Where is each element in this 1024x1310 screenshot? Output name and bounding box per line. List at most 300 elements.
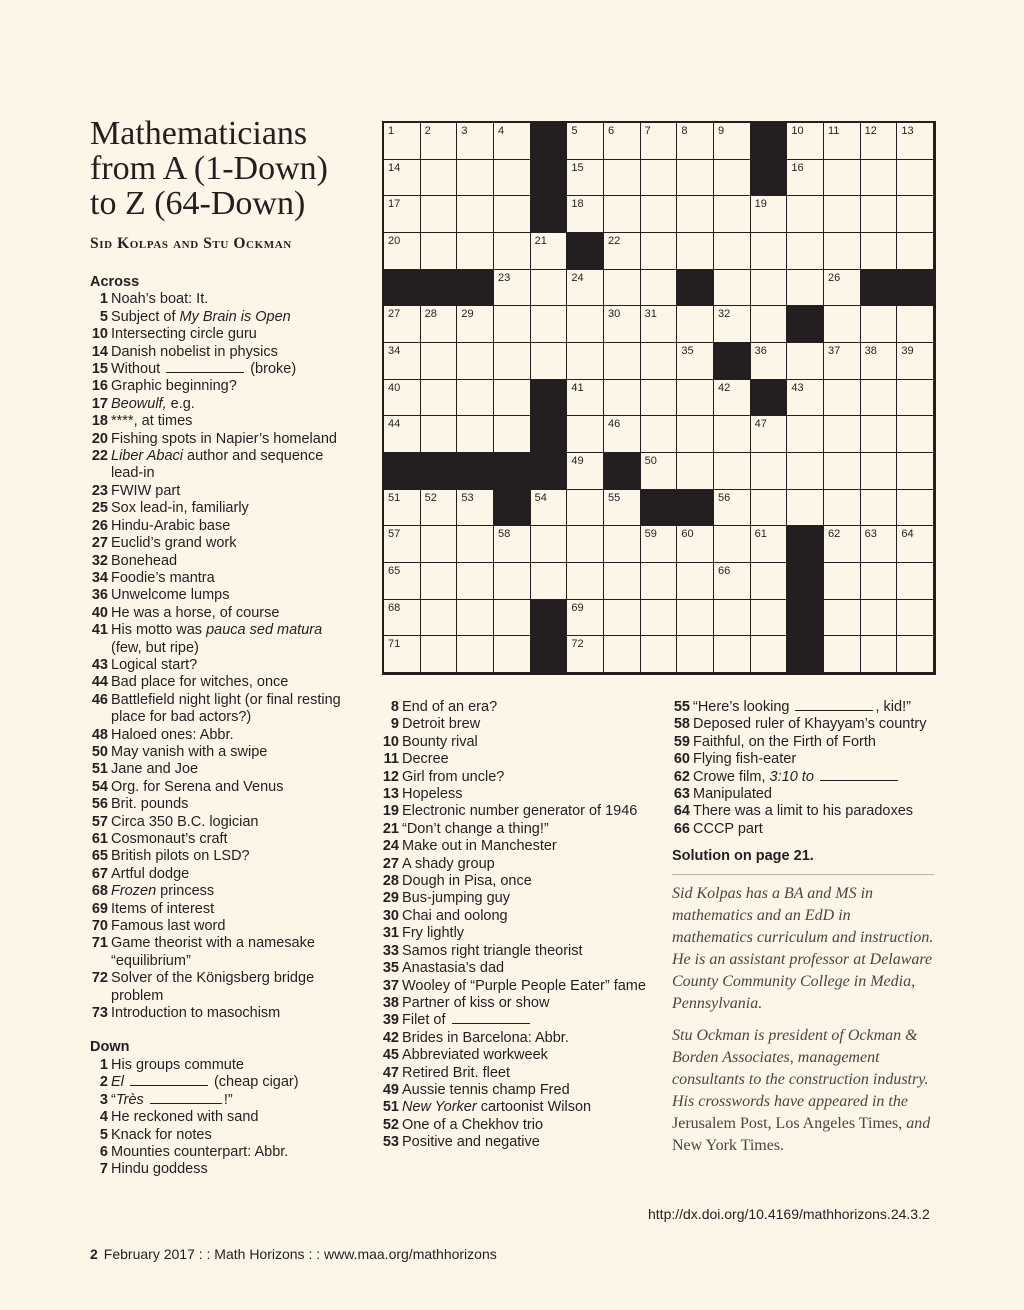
across-clue-43 (90, 657, 352, 674)
clue-number: 31 (382, 925, 399, 942)
grid-cell[interactable] (824, 123, 861, 160)
clue-number: 58 (673, 716, 690, 733)
grid-cell[interactable] (897, 343, 934, 380)
clue-number: 69 (91, 900, 108, 917)
grid-cell[interactable] (641, 270, 678, 307)
grid-cell[interactable] (677, 453, 714, 490)
grid-cell[interactable] (641, 453, 678, 490)
grid-cell[interactable] (384, 416, 421, 453)
grid-cell[interactable] (861, 233, 898, 270)
grid-cell[interactable] (604, 416, 641, 453)
grid-cell[interactable] (861, 306, 898, 343)
clue-number: 3 (99, 1091, 108, 1108)
grid-block (714, 343, 751, 380)
down-clue-28 (381, 873, 656, 890)
grid-cell[interactable] (824, 196, 861, 233)
grid-cell[interactable] (494, 196, 531, 233)
grid-cell[interactable] (787, 160, 824, 197)
clue-text: His motto was pauca sed matura (few, but ripe) (111, 622, 323, 656)
cell-number: 29 (461, 308, 474, 321)
grid-cell[interactable] (824, 563, 861, 600)
grid-cell[interactable] (751, 270, 788, 307)
grid-cell[interactable] (714, 380, 751, 417)
grid-cell[interactable] (677, 196, 714, 233)
grid-cell[interactable] (494, 600, 531, 637)
down-clue-38 (381, 995, 656, 1012)
clue-number: 8 (390, 699, 399, 715)
grid-cell[interactable] (714, 196, 751, 233)
grid-cell[interactable] (457, 490, 494, 527)
grid-cell[interactable] (457, 123, 494, 160)
grid-block (787, 636, 824, 673)
grid-cell[interactable] (824, 490, 861, 527)
grid-cell[interactable] (897, 453, 934, 490)
cell-number: 11 (828, 125, 840, 137)
cell-number: 33 (791, 308, 804, 321)
grid-cell[interactable] (457, 306, 494, 343)
grid-cell[interactable] (751, 490, 788, 527)
across-clue-50 (90, 744, 352, 761)
grid-cell[interactable] (677, 380, 714, 417)
grid-cell[interactable] (897, 600, 934, 637)
clue-text: A shady group (402, 855, 495, 872)
grid-cell[interactable] (641, 343, 678, 380)
clue-number: 47 (382, 1064, 399, 1081)
down-clue-19 (381, 803, 656, 820)
clue-text: Items of interest (111, 900, 215, 917)
grid-cell[interactable] (861, 416, 898, 453)
grid-cell[interactable] (604, 490, 641, 527)
cell-number: 38 (864, 345, 877, 357)
grid-cell[interactable] (897, 380, 934, 417)
grid-cell[interactable] (897, 306, 934, 343)
down-clue-66 (672, 821, 934, 838)
grid-cell[interactable] (604, 563, 641, 600)
grid-cell[interactable] (861, 636, 898, 673)
grid-cell[interactable] (384, 636, 421, 673)
clue-text: Cosmonaut’s craft (111, 831, 228, 847)
across-clue-14 (90, 344, 352, 361)
grid-cell[interactable] (494, 160, 531, 197)
grid-cell[interactable] (641, 123, 678, 160)
grid-cell[interactable] (677, 306, 714, 343)
grid-cell[interactable] (567, 636, 604, 673)
clue-number: 53 (382, 1134, 399, 1151)
grid-cell[interactable] (457, 563, 494, 600)
grid-cell[interactable] (384, 563, 421, 600)
down-clue-1 (90, 1057, 352, 1074)
grid-cell[interactable] (567, 306, 604, 343)
cell-number: 8 (681, 125, 688, 137)
grid-cell[interactable] (457, 600, 494, 637)
grid-cell[interactable] (604, 233, 641, 270)
grid-cell[interactable] (531, 233, 568, 270)
grid-cell[interactable] (824, 343, 861, 380)
down-clue-59 (672, 734, 934, 751)
grid-cell[interactable] (604, 636, 641, 673)
clue-number: 65 (91, 848, 108, 865)
across-clue-1 (90, 291, 352, 308)
grid-cell[interactable] (824, 636, 861, 673)
grid-cell[interactable] (751, 526, 788, 563)
clue-text: Artful dodge (111, 865, 190, 882)
cell-number: 68 (388, 601, 401, 614)
grid-cell[interactable] (861, 160, 898, 197)
cell-number: 31 (644, 308, 657, 321)
grid-cell[interactable] (677, 600, 714, 637)
grid-cell[interactable] (897, 563, 934, 600)
grid-cell[interactable] (897, 160, 934, 197)
cell-number: 47 (754, 418, 767, 431)
grid-cell[interactable] (494, 563, 531, 600)
grid-cell[interactable] (384, 196, 421, 233)
down-clue-35 (381, 960, 656, 977)
grid-cell[interactable] (641, 526, 678, 563)
grid-cell[interactable] (751, 416, 788, 453)
grid-cell[interactable] (604, 526, 641, 563)
grid-cell[interactable] (824, 160, 861, 197)
grid-cell[interactable] (897, 416, 934, 453)
grid-cell[interactable] (824, 416, 861, 453)
cell-number: 14 (388, 161, 401, 174)
grid-cell[interactable] (421, 233, 458, 270)
cell-number: 55 (608, 491, 621, 504)
grid-cell[interactable] (604, 196, 641, 233)
grid-cell[interactable] (494, 270, 531, 307)
grid-cell[interactable] (421, 306, 458, 343)
grid-cell[interactable] (457, 416, 494, 453)
grid-cell[interactable] (567, 490, 604, 527)
grid-cell[interactable] (677, 636, 714, 673)
cell-number: 41 (571, 381, 584, 394)
grid-block (494, 453, 531, 490)
grid-cell[interactable] (714, 526, 751, 563)
grid-block (677, 270, 714, 307)
grid-cell[interactable] (384, 306, 421, 343)
grid-cell[interactable] (604, 123, 641, 160)
grid-cell[interactable] (494, 343, 531, 380)
grid-cell[interactable] (421, 416, 458, 453)
clue-number: 51 (91, 761, 108, 778)
across-clue-36 (90, 587, 352, 604)
grid-cell[interactable] (861, 343, 898, 380)
grid-cell[interactable] (714, 490, 751, 527)
grid-cell[interactable] (677, 123, 714, 160)
grid-cell[interactable] (494, 123, 531, 160)
cell-number: 23 (498, 271, 511, 284)
grid-cell[interactable] (421, 343, 458, 380)
down-clue-3 (90, 1092, 352, 1109)
grid-cell[interactable] (421, 490, 458, 527)
clue-text: Jane and Joe (111, 761, 199, 778)
cell-number: 35 (681, 345, 694, 357)
grid-cell[interactable] (494, 306, 531, 343)
grid-cell[interactable] (494, 636, 531, 673)
grid-cell[interactable] (751, 600, 788, 637)
across-clue-27 (90, 535, 352, 552)
grid-cell[interactable] (897, 196, 934, 233)
grid-cell[interactable] (751, 306, 788, 343)
grid-cell[interactable] (787, 123, 824, 160)
grid-cell[interactable] (787, 196, 824, 233)
down-clue-33 (381, 943, 656, 960)
grid-cell[interactable] (567, 343, 604, 380)
grid-cell[interactable] (384, 526, 421, 563)
grid-cell[interactable] (384, 123, 421, 160)
grid-cell[interactable] (567, 160, 604, 197)
grid-cell[interactable] (751, 563, 788, 600)
grid-cell[interactable] (384, 600, 421, 637)
down-clue-5 (90, 1127, 352, 1144)
grid-cell[interactable] (567, 453, 604, 490)
grid-cell[interactable] (714, 160, 751, 197)
grid-cell[interactable] (604, 160, 641, 197)
grid-cell[interactable] (641, 636, 678, 673)
grid-cell[interactable] (714, 233, 751, 270)
grid-cell[interactable] (787, 343, 824, 380)
grid-cell[interactable] (567, 196, 604, 233)
across-clue-72 (90, 970, 352, 1005)
cell-number: 49 (571, 455, 584, 467)
cell-number: 73 (791, 638, 804, 651)
clue-text: Org. for Serena and Venus (111, 778, 284, 795)
down-clue-55 (672, 699, 934, 716)
grid-cell[interactable] (861, 490, 898, 527)
grid-cell[interactable] (531, 490, 568, 527)
grid-cell[interactable] (677, 416, 714, 453)
grid-cell[interactable] (787, 453, 824, 490)
cell-number: 65 (388, 565, 401, 577)
clue-text: Make out in Manchester (402, 838, 557, 855)
grid-cell[interactable] (787, 490, 824, 527)
clue-number: 16 (91, 378, 108, 395)
clue-text: ****, at times (111, 413, 193, 430)
grid-cell[interactable] (751, 233, 788, 270)
grid-cell[interactable] (714, 306, 751, 343)
grid-cell[interactable] (384, 380, 421, 417)
grid-cell[interactable] (787, 270, 824, 307)
grid-cell[interactable] (567, 270, 604, 307)
grid-cell[interactable] (421, 123, 458, 160)
clue-text: One of a Chekhov trio (402, 1116, 544, 1133)
grid-cell[interactable] (641, 196, 678, 233)
grid-cell[interactable] (714, 123, 751, 160)
grid-cell[interactable] (824, 233, 861, 270)
grid-cell[interactable] (457, 636, 494, 673)
cell-number: 54 (534, 491, 547, 504)
clue-text: “Don’t change a thing!” (402, 820, 549, 837)
grid-cell[interactable] (677, 233, 714, 270)
clue-number: 12 (382, 768, 399, 785)
grid-cell[interactable] (824, 380, 861, 417)
grid-cell[interactable] (457, 343, 494, 380)
grid-cell[interactable] (714, 453, 751, 490)
grid-cell[interactable] (531, 563, 568, 600)
grid-cell[interactable] (384, 343, 421, 380)
grid-cell[interactable] (604, 270, 641, 307)
grid-block (751, 123, 788, 160)
grid-cell[interactable] (494, 233, 531, 270)
clue-text: Famous last word (111, 918, 226, 935)
grid-cell[interactable] (604, 306, 641, 343)
clue-text: Without (broke) (111, 361, 297, 378)
clue-text: Bounty rival (402, 733, 478, 750)
grid-cell[interactable] (714, 636, 751, 673)
grid-cell[interactable] (457, 380, 494, 417)
clue-number: 10 (91, 326, 108, 343)
grid-cell[interactable] (567, 380, 604, 417)
grid-cell[interactable] (861, 600, 898, 637)
doi-link[interactable]: http://dx.doi.org/10.4169/mathhorizons.24.3.2 (648, 1206, 930, 1222)
grid-cell[interactable] (421, 600, 458, 637)
clue-text: Fishing spots in Napier’s homeland (111, 430, 337, 447)
grid-cell[interactable] (494, 526, 531, 563)
grid-cell[interactable] (531, 270, 568, 307)
clue-number: 25 (91, 500, 108, 517)
grid-cell[interactable] (751, 636, 788, 673)
grid-cell[interactable] (861, 453, 898, 490)
clue-text: Retired Brit. fleet (402, 1064, 510, 1081)
down-clue-42 (381, 1030, 656, 1047)
clue-text: Liber Abaci author and sequence lead-in (111, 448, 324, 482)
across-clue-70 (90, 918, 352, 935)
grid-cell[interactable] (824, 306, 861, 343)
grid-cell[interactable] (824, 526, 861, 563)
grid-cell[interactable] (677, 343, 714, 380)
grid-cell[interactable] (714, 416, 751, 453)
grid-cell[interactable] (531, 343, 568, 380)
grid-cell[interactable] (604, 343, 641, 380)
down-clue-31 (381, 925, 656, 942)
grid-cell[interactable] (897, 233, 934, 270)
grid-cell[interactable] (604, 380, 641, 417)
grid-cell[interactable] (384, 160, 421, 197)
grid-cell[interactable] (641, 306, 678, 343)
grid-cell[interactable] (861, 196, 898, 233)
clue-text: Dough in Pisa, once (402, 873, 532, 890)
grid-cell[interactable] (714, 270, 751, 307)
grid-cell[interactable] (861, 123, 898, 160)
grid-cell[interactable] (641, 233, 678, 270)
grid-cell[interactable] (567, 416, 604, 453)
grid-block (677, 490, 714, 527)
grid-cell[interactable] (787, 380, 824, 417)
grid-cell[interactable] (824, 453, 861, 490)
clue-number: 62 (673, 768, 690, 785)
grid-cell[interactable] (604, 600, 641, 637)
clue-text: Hopeless (402, 786, 463, 803)
cell-number: 30 (608, 308, 621, 321)
grid-cell[interactable] (897, 123, 934, 160)
across-clue-65 (90, 848, 352, 865)
grid-cell[interactable] (751, 343, 788, 380)
clue-text: El (cheap cigar) (111, 1074, 299, 1091)
grid-cell[interactable] (677, 160, 714, 197)
grid-cell[interactable] (421, 380, 458, 417)
across-clue-16 (90, 378, 352, 395)
across-clue-40 (90, 605, 352, 622)
grid-cell[interactable] (861, 526, 898, 563)
cell-number: 2 (424, 125, 431, 137)
grid-cell[interactable] (897, 490, 934, 527)
clue-number: 10 (382, 733, 399, 750)
grid-cell[interactable] (457, 526, 494, 563)
grid-cell[interactable] (567, 526, 604, 563)
cell-number: 18 (571, 198, 584, 211)
grid-cell[interactable] (677, 563, 714, 600)
clue-number: 5 (99, 308, 108, 325)
grid-cell[interactable] (567, 600, 604, 637)
grid-cell[interactable] (787, 416, 824, 453)
grid-cell[interactable] (751, 453, 788, 490)
grid-cell[interactable] (897, 526, 934, 563)
cell-number: 39 (901, 345, 914, 357)
grid-cell[interactable] (494, 416, 531, 453)
grid-cell[interactable] (457, 196, 494, 233)
grid-cell[interactable] (641, 380, 678, 417)
grid-cell[interactable] (677, 526, 714, 563)
across-clue-51 (90, 761, 352, 778)
grid-cell[interactable] (531, 306, 568, 343)
grid-cell[interactable] (714, 600, 751, 637)
grid-cell[interactable] (457, 160, 494, 197)
clue-text: Euclid’s grand work (111, 535, 237, 552)
grid-cell[interactable] (384, 233, 421, 270)
grid-cell[interactable] (641, 160, 678, 197)
across-clue-44 (90, 674, 352, 691)
down-clue-63 (672, 786, 934, 803)
clue-number: 19 (382, 803, 399, 820)
grid-cell[interactable] (421, 563, 458, 600)
across-clue-61 (90, 831, 352, 848)
page-number: 2 (90, 1246, 98, 1262)
grid-cell[interactable] (861, 380, 898, 417)
grid-cell[interactable] (641, 563, 678, 600)
cell-number: 50 (644, 455, 657, 467)
cell-number: 70 (791, 601, 804, 614)
clue-number: 54 (91, 778, 108, 795)
grid-cell[interactable] (494, 380, 531, 417)
grid-cell[interactable] (897, 636, 934, 673)
grid-cell[interactable] (641, 600, 678, 637)
grid-cell[interactable] (567, 563, 604, 600)
grid-cell[interactable] (824, 600, 861, 637)
grid-cell[interactable] (787, 233, 824, 270)
clue-text: Anastasia’s dad (402, 960, 505, 977)
clue-text: Battlefield night light (or final resting place for bad actors?) (111, 691, 341, 726)
clue-number: 61 (91, 831, 108, 847)
grid-cell[interactable] (531, 526, 568, 563)
grid-cell[interactable] (421, 636, 458, 673)
grid-cell[interactable] (641, 416, 678, 453)
across-clue-71 (90, 935, 352, 970)
grid-cell[interactable] (421, 196, 458, 233)
grid-cell[interactable] (421, 160, 458, 197)
grid-cell[interactable] (824, 270, 861, 307)
grid-cell[interactable] (861, 563, 898, 600)
grid-cell[interactable] (714, 563, 751, 600)
grid-cell[interactable] (457, 233, 494, 270)
clue-text: CCCP part (693, 820, 763, 837)
clue-number: 23 (91, 482, 108, 499)
clue-number: 27 (382, 855, 399, 872)
grid-cell[interactable] (421, 526, 458, 563)
grid-cell[interactable] (567, 123, 604, 160)
grid-cell[interactable] (384, 490, 421, 527)
clue-text: “Here’s looking , kid!” (693, 699, 911, 715)
grid-block (641, 490, 678, 527)
grid-cell[interactable] (751, 196, 788, 233)
